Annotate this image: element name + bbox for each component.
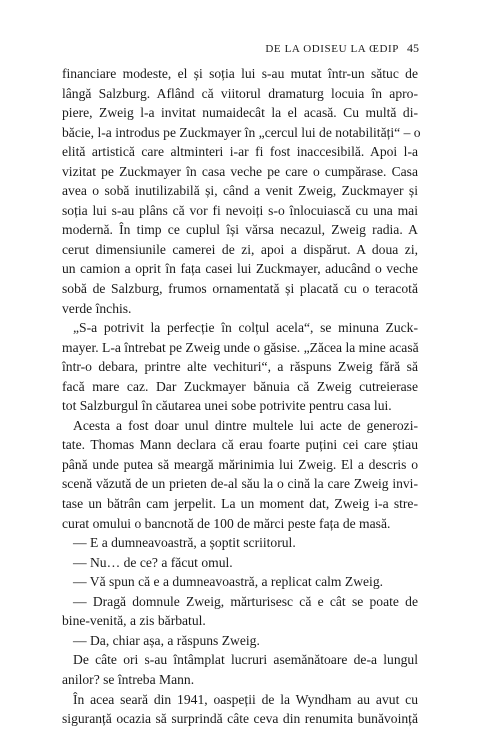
text-line: „S-a potrivit la perfecție în colțul acela“, se minuna Zuck- (73, 320, 418, 336)
text-line: până unde putea să meargă mărinimia lui Zweig. El a descris o (62, 456, 418, 472)
text-line: financiare modeste, el și soția lui s-au mutat într-un sătuc de (62, 66, 418, 81)
text-line: un camion a oprit în fața casei lui Zuckmayer, aducând o veche (62, 261, 418, 277)
text-line: piere, Zweig l-a invitat numaidecât la el acasă. Cu multă di- (62, 105, 418, 121)
text-line: Acesta a fost doar unul dintre multele lui acte de generozi- (73, 417, 418, 433)
text-line: — Dragă domnule Zweig, mărturisesc că e cât se poate de (73, 593, 418, 609)
page-number: 45 (407, 41, 419, 55)
text-line: — Vă spun că e a dumneavoastră, a replicat calm Zweig. (73, 574, 384, 590)
text-line: În acea seară din 1941, oaspeții de la Wyndham au avut cu (73, 691, 418, 707)
text-line: avea o sobă inutilizabilă și, când a venit Zweig, Zuckmayer și (62, 183, 418, 199)
text-line: tase un bătrân cam jerpelit. La un moment dat, Zweig i-a stre- (62, 496, 418, 512)
text-line: modernă. În timp ce cuplul își vărsa necazul, Zweig radia. A (62, 222, 418, 238)
text-line: tate. Thomas Mann declara că erau foarte puțini cei care știau (62, 437, 418, 453)
text-line: facă mare caz. Dar Zuckmayer bănuia că Zweig cutreierase (62, 378, 418, 394)
text-line: elită artistică care altminteri i-ar fi fost inaccesibilă. Apoi l-a (62, 144, 418, 160)
text-line: vizitat pe Zuckmayer în casa veche pe care o cumpărase. Casa (62, 163, 418, 179)
running-title: DE LA ODISEU LA ŒDIP (265, 43, 399, 55)
text-line: mayer. L-a întrebat pe Zweig unde o găsise. „Zăcea la mine acasă (62, 339, 419, 355)
text-line: De câte ori s-au întâmplat lucruri asemănătoare de-a lungul (73, 652, 418, 668)
text-line: tot Salzburgul în căutarea unei sobe potrivite pentru casa lui. (62, 398, 392, 414)
body-text (62, 64, 421, 729)
text-line: sobă de Salzburg, frumos ornamentată și placată cu o teracotă (62, 281, 418, 297)
text-line: într-o debara, printre alte vechituri“, a răspuns Zweig fără să (62, 359, 418, 375)
text-line: — E a dumneavoastră, a șoptit scriitorul. (73, 535, 296, 551)
text-line: — Da, chiar așa, a răspuns Zweig. (73, 632, 260, 648)
text-line: siguranță ocazia să surprindă câte ceva din renumita bunăvoință (62, 711, 418, 727)
text-line: soția lui s-au plâns că vor fi nevoiți s-o înlocuiască cu una mai (62, 202, 418, 218)
text-line: curat omului o bancnotă de 100 de mărci peste fața de masă. (62, 515, 391, 531)
text-line: — Nu… de ce? a făcut omul. (73, 554, 233, 570)
text-line: bine-venită, a zis bărbatul. (62, 613, 206, 629)
text-line: anilor? se întreba Mann. (62, 671, 195, 687)
text-line: scenă văzută de un prieten de-al său la o cină la care Zweig invi- (62, 476, 418, 492)
running-head (0, 41, 419, 56)
text-line: cerut dimensiunile camerei de zi, apoi a dispărut. A doua zi, (62, 241, 418, 257)
text-line: băcie, l-a introdus pe Zuckmayer în „cercul lui de notabilități“ – o (62, 124, 421, 140)
text-line: verde închis. (62, 300, 132, 316)
text-line: lângă Salzburg. Aflând că viitorul dramaturg locuia în apro- (62, 85, 418, 101)
